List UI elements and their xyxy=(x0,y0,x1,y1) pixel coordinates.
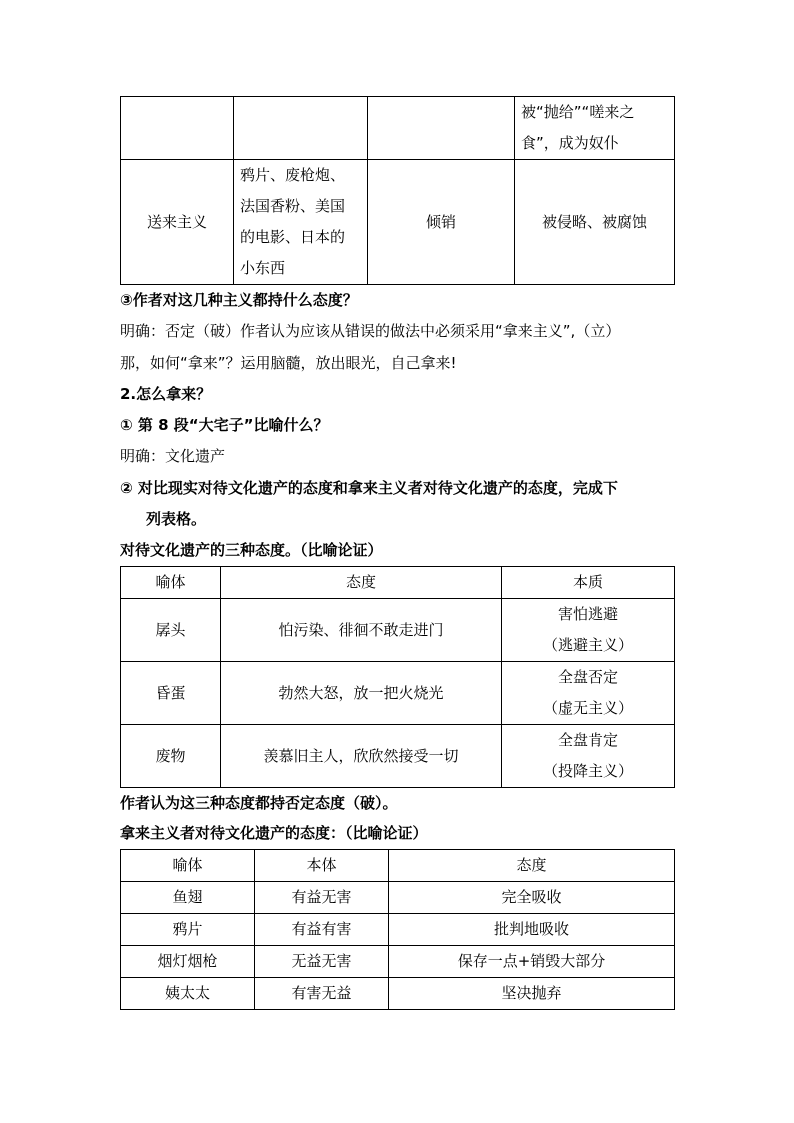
table-cell: 保存一点+销毁大部分 xyxy=(389,946,675,978)
answer-3-line-1: 明确：否定（破）作者认为应该从错误的做法中必须采用“拿来主义”,（立） xyxy=(120,322,621,340)
table-cell xyxy=(515,97,675,160)
table-cell xyxy=(502,725,675,788)
table-row xyxy=(121,725,675,788)
table-cell: 孱头 xyxy=(121,599,221,662)
table-cell: 有害无益 xyxy=(255,978,389,1010)
table-cell: 批判地吸收 xyxy=(389,914,675,946)
table-row xyxy=(121,882,675,914)
table-header-row xyxy=(121,567,675,599)
section-heading-2: 2.怎么拿来？ xyxy=(120,385,212,403)
cell-line: （投降主义） xyxy=(542,762,633,780)
column-header: 本体 xyxy=(255,850,389,882)
cell-line: 的电影、日本的 xyxy=(240,228,346,246)
table-2-title: 对待文化遗产的三种态度。（比喻论证） xyxy=(120,541,383,559)
table-cell: 鱼翅 xyxy=(121,882,255,914)
question-2-line-1: ② 对比现实对待文化遗产的态度和拿来主义者对待文化遗产的态度，完成下 xyxy=(120,479,618,497)
question-1: ① 第 8 段“大宅子”比喻什么？ xyxy=(120,416,329,434)
cell-line: 全盘肯定 xyxy=(557,731,618,749)
cell-line: 害怕逃避 xyxy=(557,605,618,623)
table-cell xyxy=(121,97,234,160)
table-cell xyxy=(234,160,368,285)
cell-line: 鸦片、废枪炮、 xyxy=(240,166,346,184)
table-row xyxy=(121,946,675,978)
table-cell: 鸦片 xyxy=(121,914,255,946)
cell-line: （虚无主义） xyxy=(542,699,633,717)
table-cell: 被侵略、被腐蚀 xyxy=(515,160,675,285)
cell-line: 小东西 xyxy=(240,259,286,277)
table-3-title: 拿来主义者对待文化遗产的态度：（比喻论证） xyxy=(120,824,428,842)
column-header: 喻体 xyxy=(121,850,255,882)
cell-line: 食”，成为奴仆 xyxy=(521,134,619,152)
answer-1: 明确：文化遗产 xyxy=(120,447,226,465)
column-header: 喻体 xyxy=(121,567,221,599)
table-row xyxy=(121,160,675,285)
table-row xyxy=(121,978,675,1010)
table-cell: 怕污染、徘徊不敢走进门 xyxy=(221,599,502,662)
table-cell: 无益无害 xyxy=(255,946,389,978)
cell-line: （逃避主义） xyxy=(542,636,633,654)
table-header-row xyxy=(121,850,675,882)
table-cell: 有益有害 xyxy=(255,914,389,946)
table-cell: 坚决抛弃 xyxy=(389,978,675,1010)
table-cell: 羡慕旧主人，欣欣然接受一切 xyxy=(221,725,502,788)
table-cell: 倾销 xyxy=(368,160,515,285)
table-cell xyxy=(368,97,515,160)
cell-line: 法国香粉、美国 xyxy=(240,197,346,215)
question-3: ③作者对这几种主义都持什么态度？ xyxy=(120,291,358,309)
table-cell: 姨太太 xyxy=(121,978,255,1010)
table-cell: 勃然大怒，放一把火烧光 xyxy=(221,662,502,725)
column-header: 本质 xyxy=(502,567,675,599)
column-header: 态度 xyxy=(389,850,675,882)
table-cell: 废物 xyxy=(121,725,221,788)
cell-line: 被“抛给”“嗟来之 xyxy=(521,103,635,121)
answer-3-line-2: 那，如何“拿来”？运用脑髓，放出眼光，自己拿来! xyxy=(120,354,457,372)
question-2-line-2: 列表格。 xyxy=(146,510,207,528)
table-cell xyxy=(502,599,675,662)
cell-line: 全盘否定 xyxy=(557,668,618,686)
table-row xyxy=(121,97,675,160)
table-cell: 烟灯烟枪 xyxy=(121,946,255,978)
table-2-note: 作者认为这三种态度都持否定态度（破）。 xyxy=(120,794,398,812)
table-row xyxy=(121,662,675,725)
lainai-attitude-table xyxy=(120,849,675,1010)
table-cell xyxy=(502,662,675,725)
column-header: 态度 xyxy=(221,567,502,599)
comparison-table-continued xyxy=(120,96,675,285)
table-cell: 昏蛋 xyxy=(121,662,221,725)
table-cell: 送来主义 xyxy=(121,160,234,285)
table-row xyxy=(121,599,675,662)
three-attitudes-table xyxy=(120,566,675,788)
table-cell: 有益无害 xyxy=(255,882,389,914)
table-row xyxy=(121,914,675,946)
table-cell xyxy=(234,97,368,160)
table-cell: 完全吸收 xyxy=(389,882,675,914)
